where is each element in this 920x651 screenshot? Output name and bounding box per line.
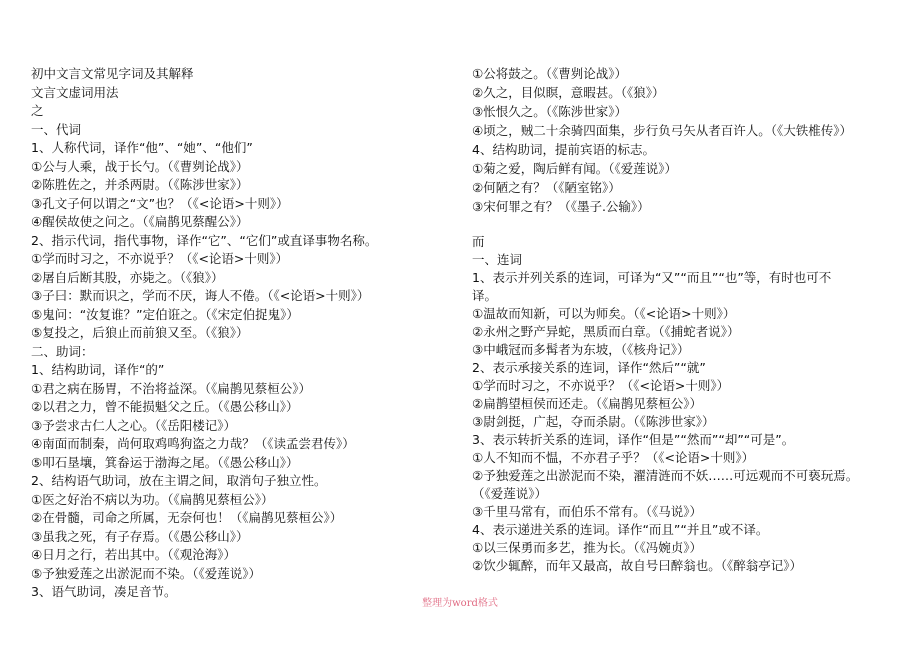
usage-line: 1、结构助词，译作“的” (31, 362, 165, 377)
usage-line: 2、表示承接关系的连词，译作“然后”“就” (472, 360, 706, 375)
usage-line: 4、结构助词，提前宾语的标志。 (472, 142, 655, 157)
usage-line: 4、表示递进关系的连词。译作“而且”“并且”或不译。 (472, 522, 769, 537)
example-line: ④南面而制秦，尚何取鸡鸣狗盗之力哉？（《读孟尝君传》） (31, 436, 355, 451)
example-line: ②扁鹊望桓侯而还走。（《扁鹊见蔡桓公》） (472, 396, 702, 411)
usage-line: 2、指示代词，指代事物，译作“它”、“它们”或直译事物名称。 (31, 232, 378, 248)
word-heading-zhi: 之 (31, 103, 44, 118)
example-line: ③孔文子何以谓之“文”也？（《<论语>十则》） (31, 195, 289, 211)
example-line: ①公将鼓之。（《曹刿论战》） (472, 66, 627, 81)
doc-title: 初中文言文常见字词及其解释 (31, 66, 194, 81)
example-line: ③子曰：默而识之，学而不厌，诲人不倦。（《<论语>十则》） (31, 288, 370, 303)
example-line: ⑤鬼问：“汝复谁？”定伯诳之。（《宋定伯捉鬼》） (31, 306, 299, 322)
example-line: ⑤复投之，后狼止而前狼又至。（《狼》） (31, 325, 249, 340)
example-line: ①医之好治不病以为功。（《扁鹊见蔡桓公》） (31, 491, 274, 507)
category-heading: 二、助词： (31, 343, 94, 359)
example-line: ④日月之行，若出其中。（《观沧海》） (31, 547, 236, 562)
usage-line: 3、语气助词，凑足音节。 (31, 584, 177, 599)
example-line: ①以三保勇而多艺，推为长。（《冯婉贞》） (472, 540, 702, 555)
example-line: ④顷之，贼二十余骑四面集，步行负弓矢从者百许人。（《大铁椎传》） (472, 123, 852, 138)
example-line: ①学而时习之，不亦说乎？（《<论语>十则》） (31, 251, 289, 266)
example-line: ①菊之爱，陶后鲜有闻。（《爱莲说》） (472, 161, 677, 176)
example-line: ②何陋之有？（《陋室铭》） (472, 180, 621, 195)
usage-line: 3、表示转折关系的连词，译作“但是”“然而”“却”“可是”。 (472, 432, 795, 447)
example-line: ②予独爱莲之出淤泥而不染，濯清涟而不妖……可远观而不可亵玩焉。 (472, 468, 859, 483)
example-line: ③尉剑挺，广起，夺而杀尉。（《陈涉世家》） (472, 414, 715, 429)
example-line: ②久之，目似瞑，意暇甚。（《狼》） (472, 85, 665, 100)
example-line: ③怅恨久之。（《陈涉世家》） (472, 104, 627, 119)
example-line: ①人不知而不愠，不亦君子乎？（《<论语>十则》） (472, 450, 755, 465)
page-footer: 整理为word格式 (422, 598, 498, 609)
example-line: ②以君之力，曾不能损魁父之丘。（《愚公移山》） (31, 399, 299, 414)
example-line: ①学而时习之，不亦说乎？（《<论语>十则》） (472, 378, 730, 393)
example-line: ②永州之野产异蛇，黑质而白章。（《捕蛇者说》） (472, 324, 740, 339)
section-heading: 文言文虚词用法 (31, 84, 119, 100)
example-line: ⑤予独爱莲之出淤泥而不染。（《爱莲说》） (31, 565, 261, 581)
category-heading: 一、代词 (31, 121, 82, 137)
example-line: ②陈胜佐之，并杀两尉。（《陈涉世家》） (31, 177, 249, 192)
example-line: ①公与人乘，战于长勺。（《曹刿论战》） (31, 158, 249, 174)
example-line: ①君之病在肠胃，不治将益深。（《扁鹊见蔡桓公》） (31, 380, 311, 396)
example-line: ③予尝求古仁人之心。（《岳阳楼记》） (31, 417, 236, 433)
example-line: ②屠自后断其股，亦毙之。（《狼》） (31, 269, 224, 285)
example-line: ③宋何罪之有？（《墨子.公输》） (472, 199, 650, 214)
example-line: ④醒侯故使之问之。（《扁鹊见蔡醒公》） (31, 214, 249, 229)
example-line: ②在骨髓，司命之所属，无奈何也！（《扁鹊见蔡桓公》） (31, 510, 343, 525)
usage-line-continued: 译。 (472, 288, 498, 303)
usage-line: 1、人称代词，译作“他”、“她”、“他们” (31, 140, 253, 155)
category-heading: 一、连词 (472, 252, 523, 267)
word-heading-er: 而 (472, 234, 485, 249)
example-line: ③中峨冠而多髯者为东坡，（《核舟记》） (472, 342, 690, 357)
example-line: ②饮少辄醉，而年又最高，故自号曰醉翁也。（《醉翁亭记》） (472, 558, 802, 573)
usage-line: 1、表示并列关系的连词，可译为“又”“而且”“也”等，有时也可不 (472, 270, 832, 285)
example-line: ③千里马常有，而伯乐不常有。（《马说》） (472, 504, 702, 519)
example-line: ①温故而知新，可以为师矣。（《<论语>十则》） (472, 306, 736, 321)
usage-line: 2、结构语气助词，放在主谓之间，取消句子独立性。 (31, 473, 327, 488)
example-line: ⑤叩石垦壤，箕畚运于渤海之尾。（《愚公移山》） (31, 454, 299, 470)
example-line: ③虽我之死，有子存焉。（《愚公移山》） (31, 528, 249, 544)
example-line-continued: （《爱莲说》） (472, 486, 548, 501)
